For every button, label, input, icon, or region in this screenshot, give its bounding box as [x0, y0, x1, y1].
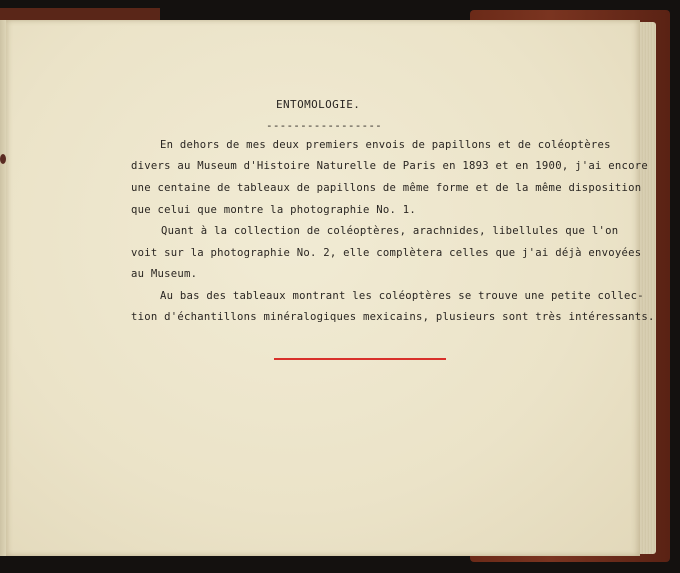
document-title: ENTOMOLOGIE. — [276, 98, 361, 111]
text-line: tion d'échantillons minéralogiques mexicains, plusieurs sont très intéressants. — [131, 311, 655, 323]
red-divider-line — [274, 358, 446, 360]
text-line: au Museum. — [131, 268, 198, 280]
text-line: que celui que montre la photographie No. 1. — [131, 204, 417, 216]
text-line: Quant à la collection de coléoptères, arachnides, libellules que l'on — [161, 225, 619, 237]
text-line: En dehors de mes deux premiers envois de papillons et de coléoptères — [160, 139, 611, 151]
text-line: divers au Museum d'Histoire Naturelle de Paris en 1893 et en 1900, j'ai encore — [131, 160, 648, 172]
title-underline: ----------------- — [266, 119, 382, 132]
text-line: voit sur la photographie No. 2, elle complètera celles que j'ai déjà envoyées — [131, 247, 642, 259]
text-line: Au bas des tableaux montrant les coléoptères se trouve une petite collec- — [160, 290, 644, 302]
text-line: une centaine de tableaux de papillons de même forme et de la même disposition — [131, 182, 642, 194]
